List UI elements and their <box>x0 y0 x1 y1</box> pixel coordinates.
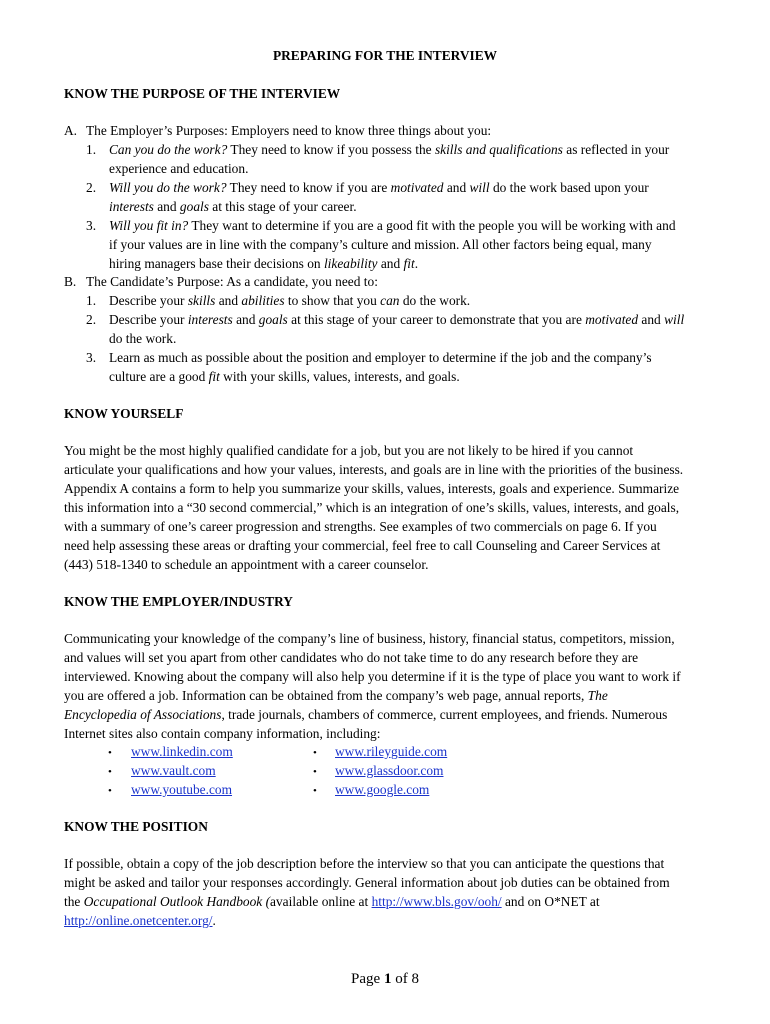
list-marker: B. <box>64 274 77 289</box>
paragraph-line: You might be the most highly qualified candidate for a job, but you are not likely to be hired if you cannot <box>64 443 634 458</box>
bullet-icon: • <box>313 766 317 778</box>
list-item-continuation: if your values are in line with the company’s culture and mission. All other factors being equal, many <box>109 237 652 252</box>
text-run: at this stage of your career. <box>208 199 357 214</box>
text-run: They need to know if you possess the <box>227 142 435 157</box>
link-google[interactable]: www.google.com <box>335 782 430 797</box>
text-run: at this stage of your career to demonstrate that you are <box>287 312 586 327</box>
emphasis: motivated <box>585 312 639 327</box>
text-run: you are offered a job. Information can be obtained from the company’s web page, annual reports, <box>64 688 588 703</box>
text-run: , trade journals, chambers of commerce, current employees, and friends. Numerous <box>221 707 668 722</box>
bullet-icon: • <box>313 785 317 797</box>
emphasis: The <box>587 688 608 703</box>
paragraph-line: need help assessing these areas or drafting your commercial, feel free to call Counseling and Career Services at <box>64 538 661 553</box>
paragraph-line <box>64 707 667 723</box>
list-item <box>109 180 649 196</box>
text-run: do the work based upon your <box>489 180 649 195</box>
emphasis: Encyclopedia of Associations <box>64 707 222 722</box>
emphasis: fit <box>403 256 415 271</box>
link-onet[interactable]: http://online.onetcenter.org/ <box>64 913 213 928</box>
text-run: culture are a good <box>109 369 209 384</box>
text-run: They need to know if you are <box>226 180 391 195</box>
text-run: and <box>377 256 404 271</box>
list-number: 3. <box>86 350 97 365</box>
paragraph-line: Appendix A contains a form to help you summarize your skills, values, interests, goals and experience. Summarize <box>64 481 680 496</box>
paragraph-line: articulate your qualifications and how your values, interests, and goals are in line with the priorities of the business. <box>64 462 684 477</box>
list-number: 1. <box>86 293 97 308</box>
emphasis: fit <box>208 369 220 384</box>
text-run: . <box>212 913 216 928</box>
document-title: PREPARING FOR THE INTERVIEW <box>272 48 498 63</box>
list-item-continuation: experience and education. <box>109 161 249 176</box>
text-run: available online at <box>270 894 372 909</box>
list-item-continuation <box>109 369 460 385</box>
text-run: . <box>414 256 419 271</box>
page-of-label: of <box>391 971 412 987</box>
text-run: They want to determine if you are a good fit with the people you will be working with and <box>188 218 676 233</box>
paragraph-line <box>64 894 600 910</box>
text-run: and <box>215 293 242 308</box>
list-item-continuation: do the work. <box>109 331 177 346</box>
section-heading-yourself: KNOW YOURSELF <box>64 406 184 421</box>
link-bls-ooh[interactable]: http://www.bls.gov/ooh/ <box>371 894 502 909</box>
paragraph-line: this information into a “30 second commercial,” which is an integration of one’s skills, values, interests, and goals, <box>64 500 680 515</box>
list-item: Learn as much as possible about the position and employer to determine if the job and the company’s <box>109 350 652 365</box>
link-glassdoor[interactable]: www.glassdoor.com <box>335 763 444 778</box>
bullet-icon: • <box>313 747 317 759</box>
emphasis: skills <box>187 293 216 308</box>
list-number: 2. <box>86 312 97 327</box>
emphasis: motivated <box>390 180 444 195</box>
text-run: the <box>64 894 84 909</box>
page-label: Page <box>351 971 384 987</box>
emphasis: will <box>664 312 685 327</box>
text-run: to show that you <box>284 293 381 308</box>
emphasis: goals <box>258 312 288 327</box>
list-number: 3. <box>86 218 97 233</box>
paragraph-line: might be asked and tailor your responses accordingly. General information about job duties can be obtained from <box>64 875 670 890</box>
text-run: and <box>638 312 665 327</box>
list-item <box>109 312 684 328</box>
page-number: 1 <box>383 971 392 987</box>
emphasis: interests <box>109 199 154 214</box>
paragraph-line: and values will set you apart from other candidates who do not take time to do any research before they are <box>64 650 639 665</box>
paragraph-line: with a summary of one’s career progression and strengths. See examples of two commercials on page 6. If you <box>64 519 657 534</box>
link-youtube[interactable]: www.youtube.com <box>131 782 233 797</box>
list-number: 2. <box>86 180 97 195</box>
section-heading-purpose: KNOW THE PURPOSE OF THE INTERVIEW <box>64 86 341 101</box>
emphasis: likeability <box>323 256 378 271</box>
text-run: Describe your <box>109 312 188 327</box>
link-vault[interactable]: www.vault.com <box>131 763 216 778</box>
text-run: and <box>443 180 470 195</box>
text-run: and <box>153 199 180 214</box>
question-text: Will you fit in? <box>109 218 189 233</box>
list-item <box>109 293 470 309</box>
emphasis: will <box>469 180 490 195</box>
question-text: Can you do the work? <box>109 142 228 157</box>
paragraph-line: Communicating your knowledge of the company’s line of business, history, financial status, competitors, mission, <box>64 631 675 646</box>
bullet-icon: • <box>108 785 112 797</box>
text-run: and <box>232 312 259 327</box>
page-total: 8 <box>411 971 419 987</box>
text-run: do the work. <box>399 293 471 308</box>
question-text: Will you do the work? <box>109 180 227 195</box>
list-number: 1. <box>86 142 97 157</box>
text-run: as reflected in your <box>562 142 670 157</box>
emphasis: can <box>380 293 400 308</box>
list-item <box>109 142 669 158</box>
emphasis: abilities <box>241 293 285 308</box>
bullet-icon: • <box>108 766 112 778</box>
paragraph-line: interviewed. Knowing about the company will also help you determine if it is the type of place you want to work if <box>64 669 681 684</box>
paragraph-line <box>64 688 608 704</box>
text-run: hiring managers base their decisions on <box>109 256 324 271</box>
paragraph-line: If possible, obtain a copy of the job description before the interview so that you can anticipate the questions that <box>64 856 665 871</box>
candidate-purpose-text: The Candidate’s Purpose: As a candidate, you need to: <box>86 274 378 289</box>
emphasis: skills and qualifications <box>434 142 563 157</box>
emphasis: Occupational Outlook Handbook ( <box>83 894 271 909</box>
paragraph-line: (443) 518-1340 to schedule an appointment with a career counselor. <box>64 557 429 572</box>
list-marker: A. <box>64 123 78 138</box>
paragraph-line <box>64 913 216 929</box>
list-item-continuation <box>109 256 418 272</box>
link-linkedin[interactable]: www.linkedin.com <box>131 744 233 759</box>
text-run: and on O*NET at <box>501 894 600 909</box>
text-run: with your skills, values, interests, and goals. <box>219 369 460 384</box>
link-rileyguide[interactable]: www.rileyguide.com <box>335 744 448 759</box>
list-item-continuation <box>109 199 357 215</box>
bullet-icon: • <box>108 747 112 759</box>
emphasis: goals <box>179 199 209 214</box>
paragraph-line: Internet sites also contain company information, including: <box>64 726 381 741</box>
employer-purposes-text: The Employer’s Purposes: Employers need to know three things about you: <box>86 123 492 138</box>
emphasis: interests <box>187 312 233 327</box>
list-item <box>109 218 676 234</box>
page-footer <box>0 971 770 987</box>
section-heading-position: KNOW THE POSITION <box>64 819 208 834</box>
section-heading-employer: KNOW THE EMPLOYER/INDUSTRY <box>64 594 293 609</box>
text-run: Describe your <box>109 293 188 308</box>
